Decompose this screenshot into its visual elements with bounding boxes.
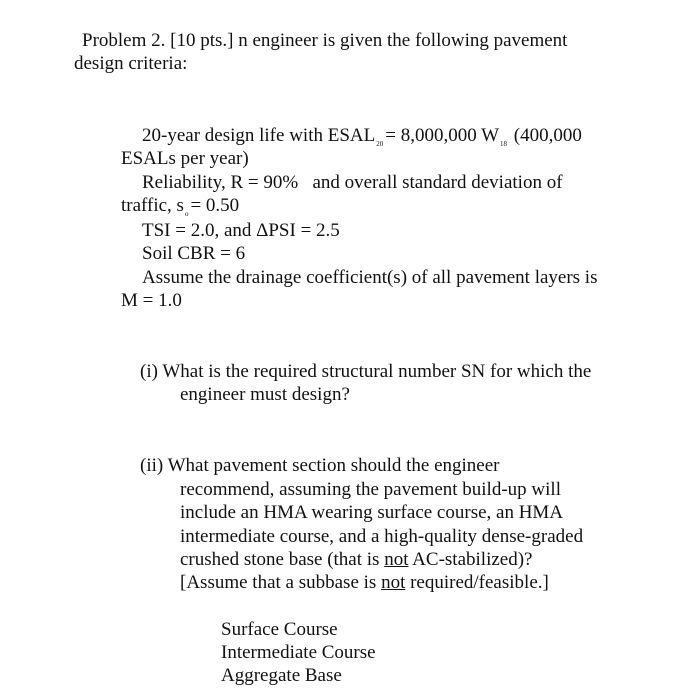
problem-heading-line — [82, 30, 567, 52]
esal-text: 20-year design life with ESAL — [142, 125, 376, 146]
criteria-tsi-line: TSI = 2.0, and ΔPSI = 2.5 — [142, 220, 340, 241]
criteria-reliability-line2 — [121, 195, 239, 220]
criteria-drainage-line2: M = 1.0 — [121, 290, 182, 311]
criteria-esal-line2: ESALs per year) — [121, 148, 249, 169]
problem-intro-text: n engineer is given the following pavement — [238, 30, 568, 51]
esal-value: = 8,000,000 W — [385, 125, 500, 146]
std-dev-value: = 0.50 — [190, 195, 240, 216]
line6-text-a: [Assume that a subbase is — [180, 572, 382, 593]
question-ii-line4: intermediate course, and a high-quality dense-graded — [180, 526, 584, 547]
criteria-cbr-line: Soil CBR = 6 — [142, 243, 246, 264]
question-i-line2: engineer must design? — [180, 384, 350, 405]
traffic-text: traffic, s — [121, 195, 184, 216]
line5-not-underlined: not — [384, 549, 409, 570]
problem-number: Problem 2. — [82, 30, 166, 51]
line6-text-b: required/feasible.] — [405, 572, 549, 593]
question-ii-line1: (ii) What pavement section should the engineer — [140, 455, 500, 476]
layer-aggregate-base: Aggregate Base — [221, 665, 342, 686]
layer-intermediate-course: Intermediate Course — [221, 642, 376, 663]
line6-not-underlined: not — [381, 572, 406, 593]
criteria-drainage-line: Assume the drainage coefficient(s) of all pavement layers is — [142, 267, 598, 288]
esal-subscript: 20 — [376, 140, 384, 148]
w-subscript: 18 — [500, 140, 508, 148]
question-ii-line5 — [180, 549, 532, 571]
esal-per-year-start: (400,000 — [513, 125, 582, 146]
s-subscript: o — [184, 210, 189, 218]
criteria-esal-line — [142, 125, 582, 150]
criteria-reliability-line: Reliability, R = 90% and overall standard deviation of — [142, 172, 563, 193]
problem-intro-line2: design criteria: — [74, 53, 188, 74]
question-i-line1: (i) What is the required structural number SN for which the — [140, 361, 592, 382]
line5-text-b: AC-stabilized)? — [408, 549, 533, 570]
problem-points: [10 pts.] — [170, 30, 234, 51]
layer-surface-course: Surface Course — [221, 619, 338, 640]
line5-text-a: crushed stone base (that is — [180, 549, 385, 570]
question-ii-line2: recommend, assuming the pavement build-up will — [180, 479, 561, 500]
question-ii-line3: include an HMA wearing surface course, an HMA — [180, 502, 564, 523]
question-ii-line6 — [180, 572, 549, 594]
